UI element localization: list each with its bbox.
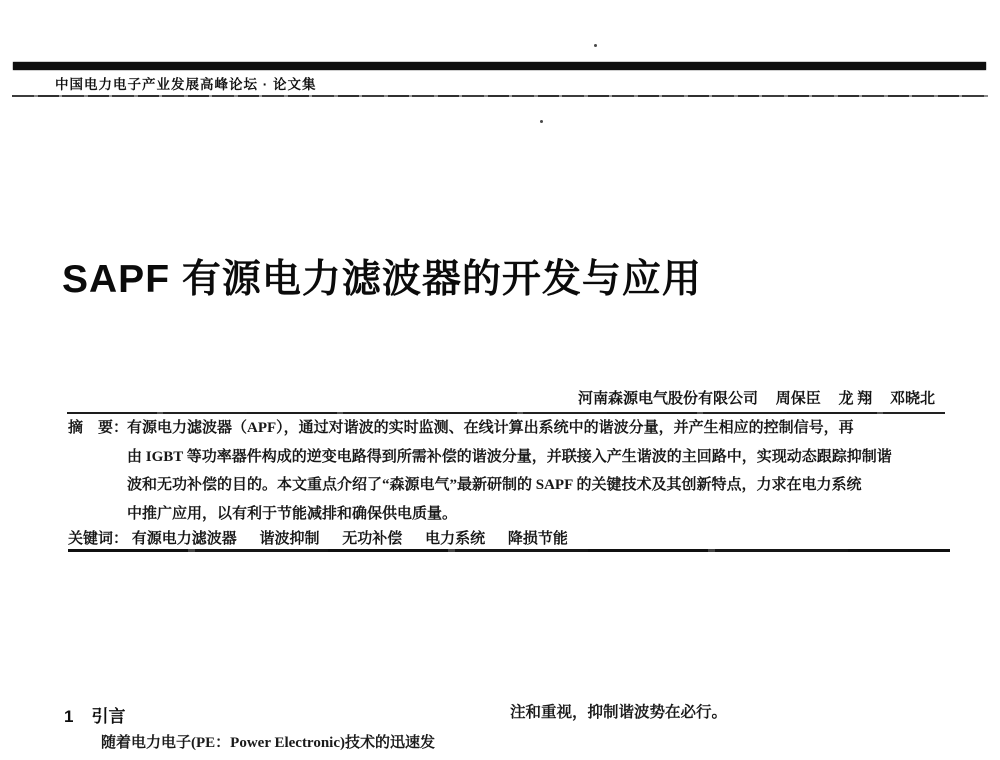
byline — [0, 387, 935, 408]
abstract-line: 中推广应用，以有利于节能减排和确保供电质量。 — [127, 505, 458, 522]
abstract-line: 由 IGBT 等功率器件构成的逆变电路得到所需补偿的谐波分量，并联接入产生谐波的主回路中，实现动态跟踪抑制谐 — [127, 448, 892, 465]
keyword: 降损节能 — [507, 531, 568, 547]
body-text-left-column: 随着电力电子(PE：Power Electronic)技术的迅速发 — [101, 735, 435, 751]
abstract-block — [68, 414, 958, 528]
scan-speck — [540, 120, 543, 123]
section-heading — [64, 702, 125, 727]
abstract-line — [68, 414, 958, 443]
abstract-bottom-rule — [68, 549, 950, 552]
abstract-line: 波和无功补偿的目的。本文重点介绍了“森源电气”最新研制的 SAPF 的关键技术及其创新特点，力求在电力系统 — [127, 477, 862, 493]
keywords-line — [68, 527, 568, 548]
body-text-right-column: 注和重视，抑制谐波势在必行。 — [510, 704, 728, 721]
keywords-label: 关键词： — [68, 531, 129, 547]
section-title: 引言 — [91, 707, 126, 726]
page-title: SAPF 有源电力滤波器的开发与应用 — [62, 258, 702, 301]
abstract-label: 摘 要： — [68, 420, 129, 436]
byline-affiliation: 河南森源电气股份有限公司 — [577, 391, 758, 407]
keyword: 谐波抑制 — [259, 531, 320, 547]
byline-author: 龙 翔 — [838, 391, 873, 407]
header-top-bar — [13, 62, 986, 70]
proceedings-title: 中国电力电子产业发展高峰论坛 · 论文集 — [55, 77, 317, 92]
byline-author: 邓晓北 — [889, 391, 935, 407]
keyword: 有源电力滤波器 — [131, 531, 237, 547]
keyword: 无功补偿 — [342, 531, 403, 547]
section-number: 1 — [64, 707, 74, 726]
byline-author: 周保臣 — [775, 391, 821, 407]
keyword: 电力系统 — [425, 531, 486, 547]
scan-speck — [594, 44, 597, 47]
header-rule — [12, 95, 988, 97]
abstract-text: 有源电力滤波器（APF），通过对谐波的实时监测、在线计算出系统中的谐波分量，并产生相应的控制信号，再 — [127, 420, 854, 436]
